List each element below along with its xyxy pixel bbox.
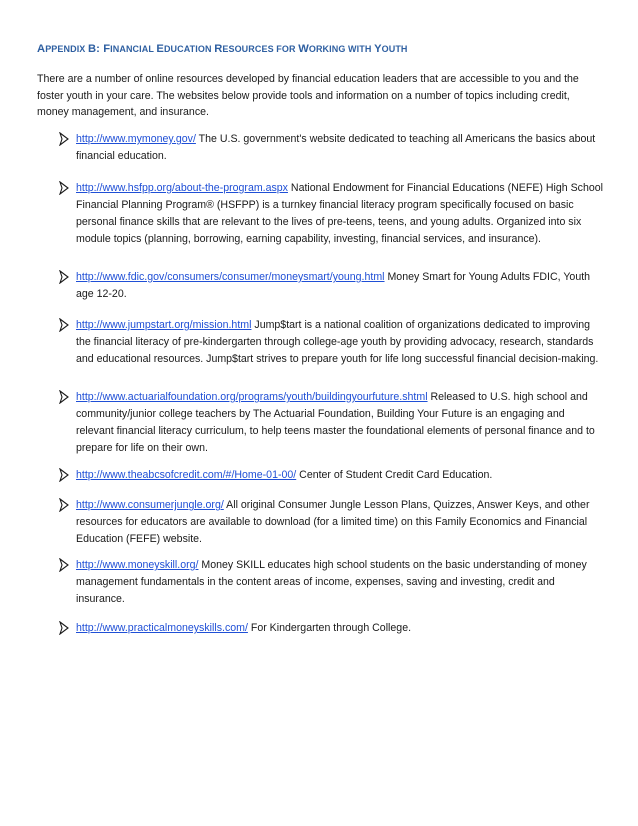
resource-text xyxy=(76,180,604,248)
resource-link-hsfpp[interactable]: http://www.hsfpp.org/about-the-program.aspx xyxy=(76,182,288,194)
heading-rest-1: INANCIAL xyxy=(110,44,157,54)
resource-text xyxy=(76,317,604,368)
arrow-bullet-icon xyxy=(59,181,69,195)
arrow-bullet-icon xyxy=(59,270,69,284)
heading-rest-2: DUCATION xyxy=(163,44,215,54)
resource-link-actuarial[interactable]: http://www.actuarialfoundation.org/programs/youth/buildingyourfuture.shtml xyxy=(76,391,428,403)
resource-description: Money Smart for Young Adults FDIC, Youth age 12-20. xyxy=(76,271,591,300)
heading-cap-2: E xyxy=(156,43,164,55)
resource-description: National Endowment for Financial Educations (NEFE) High School Financial Planning Program® (HSFPP) is a turnkey financial literacy program specifically focused on basic personal finance skills that are relevant to the lives of pre-teens, teens, and young adults. Organized into six module topics (planning, borrowing, earning capability, investing, financial services, and insurance). xyxy=(76,182,604,245)
heading-cap-3: R xyxy=(214,43,223,55)
resource-link-moneyskill[interactable]: http://www.moneyskill.org/ xyxy=(76,559,199,571)
arrow-bullet-icon xyxy=(59,558,69,572)
resource-link-jumpstart[interactable]: http://www.jumpstart.org/mission.html xyxy=(76,319,252,331)
heading-rest-5: OUTH xyxy=(381,44,408,54)
resource-text xyxy=(76,269,604,303)
resource-description: Center of Student Credit Card Education. xyxy=(296,469,493,481)
resource-link-fdic[interactable]: http://www.fdic.gov/consumers/consumer/moneysmart/young.html xyxy=(76,271,385,283)
heading-rest-4: ORKING WITH xyxy=(308,44,375,54)
heading-cap-4: W xyxy=(298,43,309,55)
arrow-bullet-icon xyxy=(59,468,69,482)
resource-text xyxy=(76,467,604,484)
resource-text xyxy=(76,131,604,165)
resource-text xyxy=(76,620,604,637)
resource-description: The U.S. government's website dedicated to teaching all Americans the basics about financial education. xyxy=(76,133,596,162)
resource-description: Jump$tart is a national coalition of organizations dedicated to improving the financial literacy of pre-kindergarten through college-age youth by providing advocacy, research, standards and educational resources. Jump$tart strives to prepare youth for life long successful financial decision-making. xyxy=(76,319,599,365)
arrow-bullet-icon xyxy=(59,621,69,635)
arrow-bullet-icon xyxy=(59,390,69,404)
resource-link-mymoney[interactable]: http://www.mymoney.gov/ xyxy=(76,133,196,145)
resource-text xyxy=(76,497,604,548)
resource-description: Released to U.S. high school and community/junior college teachers by The Actuarial Foundation, Building Your Future is an engaging and relevant financial literacy curriculum, to help teens master the foundational elements of personal finance and to prepare for life on their own. xyxy=(76,391,595,454)
resource-description: For Kindergarten through College. xyxy=(247,622,412,634)
resource-link-abcsofcredit[interactable]: http://www.theabcsofcredit.com/#/Home-01-00/ xyxy=(76,469,297,481)
resource-link-practicalmoneyskills[interactable]: http://www.practicalmoneyskills.com/ xyxy=(76,622,248,634)
heading-rest-3: ESOURCES FOR xyxy=(222,44,299,54)
arrow-bullet-icon xyxy=(59,318,69,332)
resource-text xyxy=(76,389,604,457)
arrow-bullet-icon xyxy=(59,498,69,512)
heading-cap-1: B: F xyxy=(88,43,111,55)
intro-paragraph: There are a number of online resources developed by financial education leaders that are accessible to you and the foster youth in your care. The websites below provide tools and information on a number of topics including credit, money management, and insurance. xyxy=(37,73,579,118)
resource-description: All original Consumer Jungle Lesson Plans, Quizzes, Answer Keys, and other resources for educators are available to download (for a limited time) on this Family Economics and Financial Education (FEFE) website. xyxy=(76,499,590,545)
resource-text xyxy=(76,557,604,608)
heading-rest-0: PPENDIX xyxy=(45,44,88,54)
resource-link-consumerjungle[interactable]: http://www.consumerjungle.org/ xyxy=(76,499,224,511)
arrow-bullet-icon xyxy=(59,132,69,146)
heading-cap-0: A xyxy=(37,43,46,55)
resource-description: Money SKILL educates high school students on the basic understanding of money management fundamentals in the content areas of income, expenses, saving and investing, credit and insurance. xyxy=(76,559,587,605)
appendix-heading xyxy=(37,43,408,55)
heading-cap-5: Y xyxy=(374,43,382,55)
